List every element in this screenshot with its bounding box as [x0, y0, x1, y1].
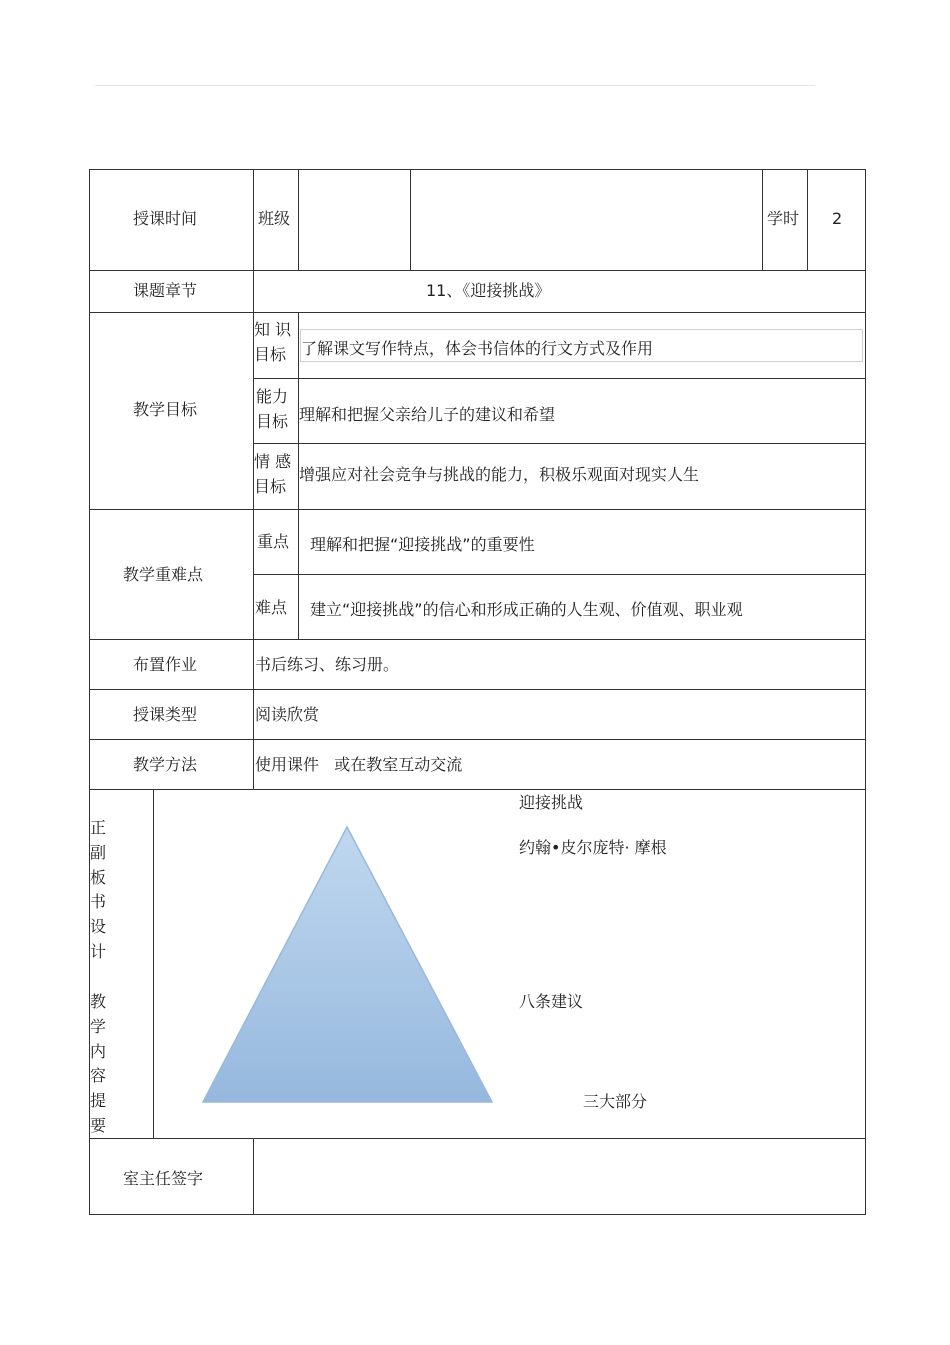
homework-label: 布置作业 — [133, 655, 198, 674]
homework-value: 书后练习、练习册。 — [255, 655, 400, 674]
method-label: 教学方法 — [133, 755, 198, 774]
signature-field[interactable] — [254, 1139, 865, 1214]
board-title: 迎接挑战 — [519, 793, 584, 812]
page-top-rule — [95, 85, 815, 86]
objective-emotion-label: 情 感目标 — [254, 452, 292, 496]
lesson-type-label: 授课类型 — [133, 705, 198, 724]
board-parts: 三大部分 — [583, 1092, 648, 1111]
hours-value: 2 — [832, 209, 843, 228]
time-label: 授课时间 — [133, 209, 198, 228]
difficult-point-value: 建立“迎接挑战”的信心和形成正确的人生观、价值观、职业观 — [310, 600, 743, 619]
lesson-type-value: 阅读欣赏 — [255, 705, 320, 724]
key-point-label: 重点 — [257, 532, 290, 551]
hours-label: 学时 — [767, 209, 800, 228]
teaching-summary-label: 教学内容提要 — [90, 992, 107, 1135]
chapter-value: 11、《迎接挑战》 — [426, 281, 551, 300]
difficult-point-label: 难点 — [255, 598, 288, 617]
board-author: 约翰•皮尔庞特· 摩根 — [519, 838, 667, 857]
signature-label: 室主任签字 — [123, 1169, 204, 1188]
key-point-value: 理解和把握“迎接挑战”的重要性 — [310, 535, 535, 554]
objective-knowledge-label: 知 识目标 — [254, 320, 292, 364]
board-design-label: 正副板书设计 — [90, 818, 107, 961]
method-value: 使用课件 或在教室互动交流 — [255, 755, 463, 774]
objective-emotion-value: 增强应对社会竞争与挑战的能力，积极乐观面对现实人生 — [299, 465, 700, 484]
key-points-label: 教学重难点 — [123, 565, 204, 584]
board-suggestions: 八条建议 — [519, 992, 584, 1011]
board-triangle — [195, 820, 500, 1110]
chapter-label: 课题章节 — [133, 281, 198, 300]
class-label: 班级 — [258, 209, 291, 228]
objectives-label: 教学目标 — [133, 400, 198, 419]
objective-ability-value: 理解和把握父亲给儿子的建议和希望 — [299, 405, 556, 424]
objective-knowledge-value: 了解课文写作特点，体会书信体的行文方式及作用 — [301, 339, 654, 358]
objective-ability-label: 能力目标 — [256, 387, 289, 431]
